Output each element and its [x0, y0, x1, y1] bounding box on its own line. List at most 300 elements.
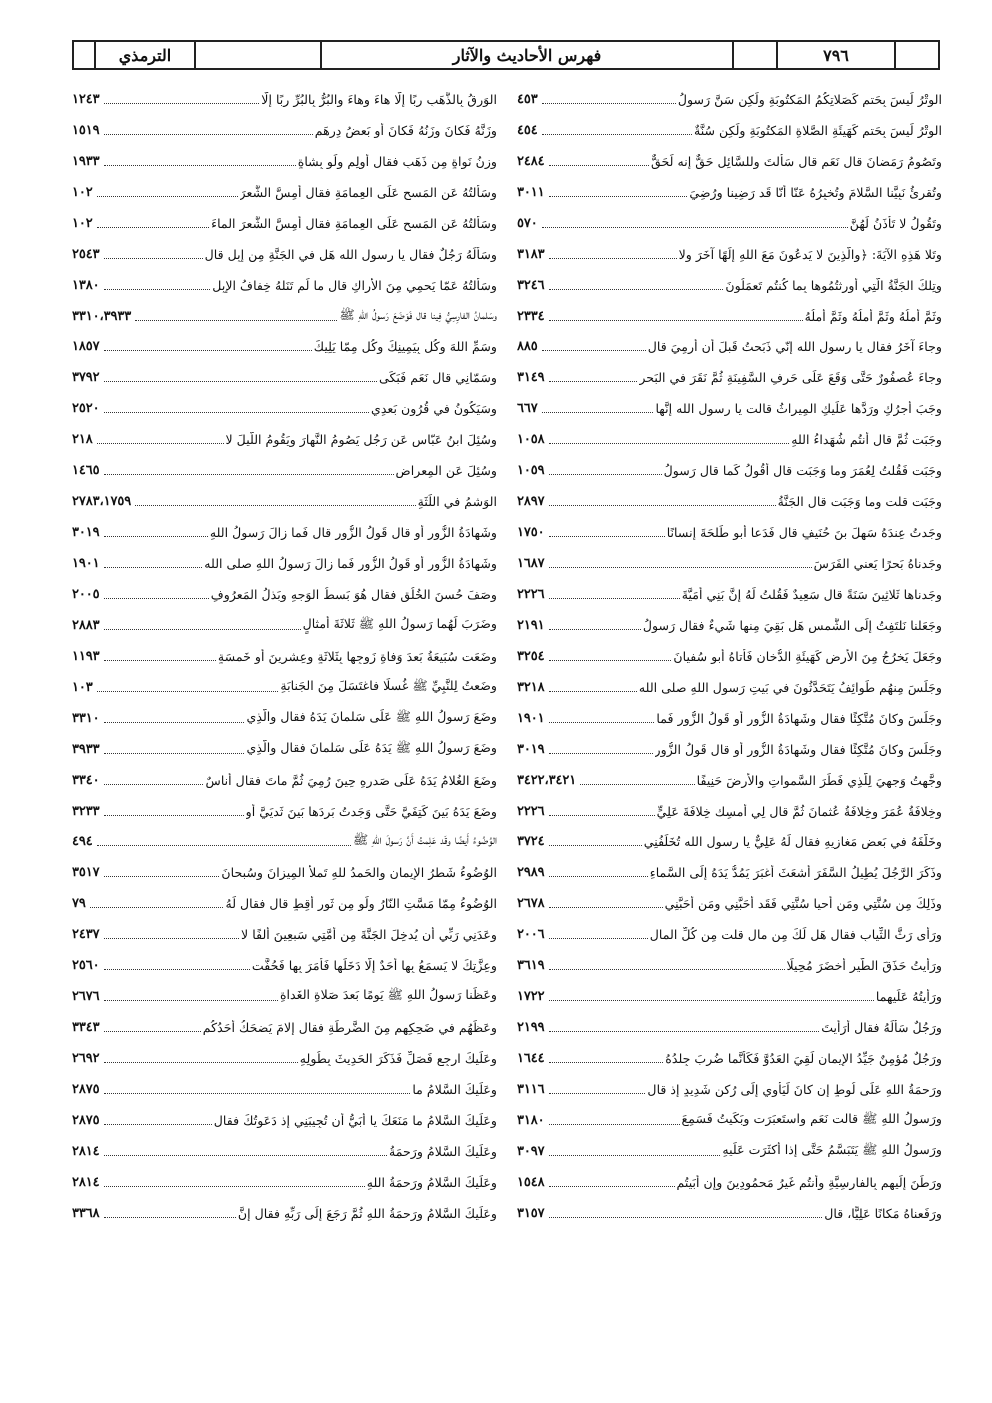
index-entry [517, 146, 942, 177]
hadith-number: ٢٤٣٧ [72, 927, 100, 943]
hadith-number: ٣١٤٩ [517, 370, 545, 386]
hadith-text: وجَبَت قلت وما وَجَبَت قال الجَنَّةُ [777, 494, 942, 510]
hadith-text: وجَعَلنا نَلتَفِتُ إلَى الشَّمسِ هَل بَقِيَ مِنها شَيءٌ فقال رَسولُ [642, 617, 942, 633]
index-entry [72, 301, 497, 332]
dot-leader [549, 320, 803, 321]
hadith-text: وشَهادَةُ الزُّورِ أَو قَولُ الزُّورِ فَما زالَ رَسولُ اللهِ صلى الله [204, 556, 497, 572]
dot-leader [542, 412, 654, 413]
hadith-text: وعَلَيكَ السَّلامُ ما [412, 1081, 497, 1097]
hadith-text: الوَرِقُ بِالذَّهَبِ رِبًا إلّا هاءَ وهاءَ والبُرُّ بِالبُرِّ رِبًا إلّا [261, 91, 497, 107]
hadith-text: وعَدَنِي رَبِّي أَن يُدخِلَ الجَنَّةَ مِن أُمَّتِي سَبعِينَ أَلفًا لا [241, 927, 497, 943]
dot-leader [549, 1000, 874, 1001]
hadith-number: ٣٣٤٠ [72, 772, 100, 788]
hadith-text: وجَلَسَ مِنهُم طَوائِفُ يَتَحَدَّثُونَ في بَيتِ رَسولِ اللهِ صلى الله [638, 679, 942, 695]
hadith-text: وجَلَسَ وكانَ مُتَّكِئًا فقال وشَهادَةُ الزُّورِ أَو قال قَولُ الزُّورِ [654, 741, 942, 757]
hadith-text: وجَّهتُ وَجهِيَ لِلَّذِي فَطَرَ السَّمواتِ والأَرضَ حَنِيفًا [696, 772, 942, 788]
dot-leader [549, 289, 724, 290]
index-entry [517, 950, 942, 981]
hadith-text: وتَصُومُ رَمَضانَ قال نَعَم قال سَأَلتَ وللسَّائِلِ حَقٌّ إنه لَحَقٌّ [651, 153, 942, 169]
hadith-number: ٢٩٨٩ [517, 865, 545, 881]
hadith-number: ٢١٨ [72, 432, 93, 448]
hadith-number: ٣٢٥٤ [517, 648, 545, 664]
index-entry [517, 796, 942, 827]
dot-leader [549, 381, 638, 382]
hadith-text: وجَدتُ عِندَهُ سَهلَ بنَ حُنَيفٍ قال فَدَعا أَبو طَلحَةَ إنسانًا [666, 525, 942, 541]
hadith-number: ١٦٤٤ [517, 1051, 545, 1067]
index-entry [72, 1136, 497, 1167]
dot-leader [549, 629, 641, 630]
hadith-text: الوُضُوءُ مِمّا مَسَّتِ النّارُ ولَو مِن ثَورِ أَقِطٍ قال فقال لَهُ [225, 896, 497, 912]
header-spacer [894, 42, 938, 68]
dot-leader [104, 1155, 387, 1156]
hadith-number: ١٥٤٨ [517, 1174, 545, 1190]
index-entry [72, 115, 497, 146]
dot-leader [104, 660, 216, 661]
dot-leader [104, 1031, 201, 1032]
hadith-text: وسُئِلَ ابنُ عَبّاسٍ عَن رَجُلٍ يَصُومُ النَّهارَ ويَقُومُ اللَّيلَ لا [225, 432, 497, 448]
hadith-number: ١٠٥٩ [517, 463, 545, 479]
hadith-number: ١٩٠١ [72, 556, 100, 572]
hadith-number: ٢٦٩٢ [72, 1051, 100, 1067]
hadith-text: وجَبَت فَقُلتُ لِعُمَرَ وما وَجَبَت قال أَقُولُ كَما قال رَسولُ [663, 463, 942, 479]
hadith-number: ٣٠١٩ [72, 525, 100, 541]
hadith-number: ٨٨٥ [517, 339, 538, 355]
index-entry [72, 1074, 497, 1105]
hadith-text: وضَعَ يَدَهُ بَينَ كَتِفَيَّ حَتَّى وَجَدتُ بَردَها بَينَ ثَديَيَّ أَو [245, 803, 497, 819]
hadith-number: ٢٣٣٤ [517, 308, 545, 324]
hadith-number: ٢٦٧٦ [72, 989, 100, 1005]
hadith-text: وسَأَلتُهُ عَنِ المَسحِ عَلَى العِمامَةِ فقال أَمِسَّ الشَّعرَ الماءَ [211, 215, 497, 231]
hadith-number: ١٤٦٥ [72, 463, 100, 479]
index-entry [517, 857, 942, 888]
hadith-text: وضَرَبَ لَهُما رَسولُ اللهِ ﷺ ثَلاثَةَ أَمثالٍ [302, 615, 497, 631]
hadith-number: ٢٨٨٣ [72, 617, 100, 633]
hadith-text: وسَيَكُونُ في قُرُونٍ بَعدِي [370, 401, 497, 417]
index-entry [72, 919, 497, 950]
dot-leader [104, 629, 301, 630]
hadith-text: وزنُ نَواةٍ مِن ذَهَبٍ فقال أَولِم ولَو بِشاةٍ [297, 153, 497, 169]
hadith-text: وجاءَ عُصفُورٌ حَتَّى وَقَعَ عَلَى حَرفِ السَّفِينَةِ ثُمَّ نَقَرَ في البَحرِ [639, 370, 942, 386]
dot-leader [549, 443, 790, 444]
dot-leader [104, 567, 203, 568]
index-entry [517, 332, 942, 363]
hadith-number: ٣٩٣٣ [72, 741, 100, 757]
dot-leader [549, 474, 662, 475]
hadith-text: وسَأَلتُهُ عَنِ المَسحِ عَلَى العِمامَةِ فقال أَمِسَّ الشَّعرَ [239, 184, 497, 200]
dot-leader [104, 412, 369, 413]
index-entry [72, 332, 497, 363]
hadith-text: الوُضُوءُ أَيضًا وقَد عَلِمتُ أَنَّ رَسولَ اللهِ ﷺ [352, 832, 497, 848]
dot-leader [104, 1062, 298, 1063]
dot-leader [104, 969, 250, 970]
index-entry [72, 888, 497, 919]
dot-leader [135, 320, 337, 321]
hadith-text: وعِزَّتِكَ لا يَسمَعُ بِها أَحَدٌ إلّا دَخَلَها فَأَمَرَ بِها فَحُفَّت [251, 958, 497, 974]
page [72, 40, 942, 1290]
index-entry [72, 734, 497, 765]
index-entry [72, 579, 497, 610]
dot-leader [549, 660, 672, 661]
index-entry [517, 177, 942, 208]
hadith-number: ٣٦١٩ [517, 958, 545, 974]
dot-leader [97, 196, 238, 197]
index-entry [72, 455, 497, 486]
dot-leader [549, 1186, 675, 1187]
dot-leader [104, 474, 394, 475]
dot-leader [104, 1000, 278, 1001]
dot-leader [549, 876, 648, 877]
dot-leader [104, 258, 203, 259]
hadith-text: وسَمّانِي قال نَعَم فَبَكَى [378, 370, 497, 386]
dot-leader [549, 938, 648, 939]
index-entry [72, 1105, 497, 1136]
dot-leader [549, 1062, 664, 1063]
hadith-text: الوِتْرُ لَيسَ بِحَتمٍ كَهَيئَةِ الصَّلاةِ المَكتُوبَةِ ولَكِن سُنَّةٌ [693, 122, 942, 138]
index-entry [517, 486, 942, 517]
left-column [72, 84, 497, 1229]
index-entry [72, 486, 497, 517]
index-entry [72, 393, 497, 424]
hadith-text: وذَكَرَ الرَّجُلَ يُطِيلُ السَّفَرَ أَشعَثَ أَغبَرَ يَمُدُّ يَدَهُ إلَى السَّماءِ [649, 865, 942, 881]
hadith-number: ٣٣١٠ [72, 710, 100, 726]
hadith-number: ٣١٥٧ [517, 1205, 545, 1221]
dot-leader [549, 505, 776, 506]
hadith-number: ٢٨١٤ [72, 1143, 100, 1159]
hadith-text: وجَعَلَ يَخرُجُ مِنَ الأَرضِ كَهَيئَةِ الدُّخانِ فَأَتاهُ أَبو سُفيانَ [673, 648, 942, 664]
hadith-text: وسَلمانُ الفارِسِيُّ فِينا قال فَوَضَعَ رَسولُ اللهِ ﷺ [339, 306, 497, 322]
index-entry [72, 672, 497, 703]
dot-leader [104, 1124, 212, 1125]
hadith-text: وضَعَ رَسولُ اللهِ ﷺ عَلَى سَلمانَ يَدَهُ فقال والَّذِي [246, 708, 497, 724]
index-entry [72, 517, 497, 548]
dot-leader [104, 938, 240, 939]
hadith-text: الوِتْرُ لَيسَ بِحَتمٍ كَصَلاتِكُمُ المَكتُوبَةِ ولَكِن سَنَّ رَسولُ [677, 91, 942, 107]
hadith-number: ١٣٨٠ [72, 277, 100, 293]
hadith-number: ١٢٤٣ [72, 91, 100, 107]
hadith-number: ١٠٢ [72, 215, 93, 231]
index-entry [517, 579, 942, 610]
index-entry [517, 208, 942, 239]
index-entry [517, 734, 942, 765]
hadith-text: وعَظَهُم في ضَحِكِهِم مِنَ الضَّرطَةِ فقال إلامَ يَضحَكُ أَحَدُكُم [202, 1020, 497, 1036]
hadith-text: وخَلَّفَهُ في بَعضِ مَغازِيهِ فقال لَهُ عَلِيٌّ يا رسول الله تُخَلِّفُنِي [643, 834, 942, 850]
index-entry [517, 1198, 942, 1229]
hadith-number: ٢٤٨٤ [517, 153, 545, 169]
hadith-number: ٣٣٤٣ [72, 1020, 100, 1036]
hadith-number: ٣٠٩٧ [517, 1143, 545, 1159]
page-number: ٧٩٦ [776, 42, 894, 68]
dot-leader [90, 907, 224, 908]
hadith-number: ٣٢٤٦ [517, 277, 545, 293]
header-spacer [194, 42, 320, 68]
hadith-number: ٣٠١٩ [517, 741, 545, 757]
hadith-text: وجَبَ أَجرُكِ ورَدَّها عَلَيكِ المِيراثُ قالت يا رسول الله إنَّها [655, 401, 942, 417]
index-entry [72, 548, 497, 579]
dot-leader [104, 536, 208, 537]
hadith-number: ٣٠١١ [517, 184, 545, 200]
hadith-number: ٣١٨٠ [517, 1112, 545, 1128]
hadith-text: وزَنَّهُ فَكانَ وزَنُهُ فَكانَ أَو بَعضُ دِرهَمٍ [314, 122, 497, 138]
hadith-text: وتَلا هَذِهِ الآيَةَ: ﴿والَّذِينَ لا يَدعُونَ مَعَ اللهِ إلَهًا آخَرَ ولا [678, 246, 942, 262]
page-header [72, 40, 940, 70]
index-entry [72, 1012, 497, 1043]
index-entry [72, 239, 497, 270]
dot-leader [97, 691, 279, 692]
index-entry [72, 641, 497, 672]
index-entry [72, 362, 497, 393]
index-entry [517, 270, 942, 301]
hadith-number: ٢٨٧٥ [72, 1112, 100, 1128]
dot-leader [104, 103, 260, 104]
dot-leader [542, 134, 692, 135]
dot-leader [580, 784, 694, 785]
dot-leader [549, 567, 812, 568]
dot-leader [104, 722, 245, 723]
index-entry [72, 827, 497, 858]
hadith-number: ١٠٣ [72, 679, 93, 695]
hadith-text: الوُضُوءُ شَطرُ الإيمانِ والحَمدُ للهِ تَملأُ المِيزانَ وسُبحانَ [221, 865, 497, 881]
dot-leader [549, 845, 642, 846]
hadith-number: ٣١١٦ [517, 1081, 545, 1097]
hadith-text: وسَأَلَهُ رَجُلٌ فقال يا رسول الله هَل في الجَنَّةِ مِن إبِلٍ قال [204, 246, 497, 262]
hadith-text: ورَأَيتُهُ عَلَيهِما [875, 989, 942, 1005]
hadith-number: ٤٩٤ [72, 834, 93, 850]
hadith-number: ٣٥١٧ [72, 865, 100, 881]
hadith-text: وضَعَ الغُلامُ يَدَهُ عَلَى صَدرِهِ حِينَ رُمِيَ ثُمَّ ماتَ فقال أُناسٌ [205, 772, 497, 788]
dot-leader [549, 1217, 823, 1218]
dot-leader [104, 1186, 365, 1187]
hadith-number: ٢٥٦٠ [72, 958, 100, 974]
hadith-text: وجَدناهُ بَحرًا يَعني الفَرَسَ [813, 556, 942, 572]
index-entry [517, 239, 942, 270]
hadith-number: ١٧٥٠ [517, 525, 545, 541]
hadith-number: ٢٥٢٠ [72, 401, 100, 417]
index-entry [72, 857, 497, 888]
hadith-number: ٢٧٨٣،١٧٥٩ [72, 494, 132, 510]
index-entry [72, 1198, 497, 1229]
hadith-number: ١٠٢ [72, 184, 93, 200]
hadith-text: وجَدناها ثَلاثِينَ سَنَةً قال سَعِيدٌ فَقُلتُ لَهُ إنَّ بَنِي أُمَيَّةَ [681, 586, 942, 602]
hadith-text: وسَأَلتُهُ عَمّا يَحمِي مِنَ الأَراكِ قال ما لَم تَنَلهُ خِفافُ الإبِلِ [212, 277, 497, 293]
dot-leader [549, 1031, 820, 1032]
hadith-number: ٢٢٢٦ [517, 586, 545, 602]
hadith-text: وعَلَيكَ السَّلامُ ورَحمَةُ [388, 1143, 497, 1159]
index-entry [517, 1167, 942, 1198]
dot-leader [104, 289, 211, 290]
hadith-text: وثَمَّ أَملُهُ وثَمَّ أَملُهُ وثَمَّ أَملُهُ [804, 308, 942, 324]
dot-leader [104, 381, 377, 382]
hadith-number: ٢١٩١ [517, 617, 545, 633]
dot-leader [549, 1155, 721, 1156]
dot-leader [549, 815, 655, 816]
hadith-text: وسَمِّ اللهَ وكُل بِيَمِينِكَ وكُل مِمّا يَلِيكَ [313, 339, 497, 355]
index-entry [517, 548, 942, 579]
dot-leader [549, 753, 653, 754]
dot-leader [104, 815, 244, 816]
hadith-number: ٣٢٣٣ [72, 803, 100, 819]
index-entry [72, 424, 497, 455]
index-entry [517, 827, 942, 858]
hadith-number: ١٨٥٧ [72, 339, 100, 355]
index-entry [72, 270, 497, 301]
dot-leader [104, 165, 296, 166]
hadith-text: ورَأَى رَثَّ الثِّيابِ فقال هَل لَكَ مِن مالٍ قلت مِن كُلِّ المالِ [649, 927, 942, 943]
hadith-text: وتُقرِئُ نَبِيَّنا السَّلامَ وتُخبِرُهُ عَنّا أَنّا قَد رَضِينا ورُضِيَ [689, 184, 942, 200]
hadith-number: ٤٥٣ [517, 91, 538, 107]
hadith-number: ٢٨٩٧ [517, 494, 545, 510]
index-entry [517, 703, 942, 734]
dot-leader [97, 443, 224, 444]
hadith-number: ١٩٠١ [517, 710, 545, 726]
index-entry [72, 146, 497, 177]
index-entry [72, 765, 497, 796]
hadith-text: وجاءَ آخَرُ فقال يا رسول الله إنّي ذَبَحتُ قَبلَ أَن أَرمِيَ قال [647, 339, 942, 355]
hadith-number: ٣٣١٠،٣٩٣٣ [72, 308, 132, 324]
index-entry [517, 424, 942, 455]
hadith-text: وخِلافَةُ عُمَرَ وخِلافَةُ عُثمانَ ثُمَّ قال لِي أَمسِك خِلافَةَ عَلِيٍّ [656, 803, 942, 819]
index-entry [72, 703, 497, 734]
dot-leader [97, 227, 210, 228]
hadith-text: وذَلِكَ مِن سُنَّتِي ومَن أَحيا سُنَّتِي فَقَد أَحَبَّنِي ومَن أَحَبَّنِي [664, 896, 942, 912]
hadith-text: وضَعَت سُبَيعَةُ بَعدَ وَفاةِ زَوجِها بِثَلاثَةٍ وعِشرِينَ أَو خَمسَةٍ [217, 648, 497, 664]
hadith-text: ورَجُلٌ مُؤمِنٌ جَيِّدُ الإيمانِ لَقِيَ العَدُوَّ فَكَأَنَّما ضُرِبَ جِلدُهُ [665, 1051, 942, 1067]
dot-leader [549, 196, 688, 197]
index-entry [72, 1043, 497, 1074]
index-entry [517, 115, 942, 146]
dot-leader [549, 536, 665, 537]
index-entry [72, 610, 497, 641]
hadith-number: ١٠٥٨ [517, 432, 545, 448]
dot-leader [135, 505, 416, 506]
hadith-text: وتِلكَ الجَنَّةُ الَّتِي أُورِثتُمُوها بِما كُنتُم تَعمَلُونَ [725, 277, 942, 293]
hadith-text: وضَعتُ لِلنَّبِيِّ ﷺ غُسلًا فاغتَسَلَ مِنَ الجَنابَةِ [280, 677, 497, 693]
index-entry [517, 919, 942, 950]
header-spacer [732, 42, 776, 68]
hadith-number: ٢٦٧٨ [517, 896, 545, 912]
dot-leader [549, 1124, 680, 1125]
hadith-text: وعَلَيكَ السَّلامُ ورَحمَةُ اللهِ ثُمَّ رَجَعَ إلَى رَبِّهِ فقال إنَّ [237, 1205, 497, 1221]
index-entry [517, 1074, 942, 1105]
index-entry [517, 84, 942, 115]
header-spacer [74, 42, 94, 68]
hadith-number: ٥٧٠ [517, 215, 538, 231]
dot-leader [104, 598, 209, 599]
dot-leader [104, 876, 220, 877]
hadith-number: ٢٨٧٥ [72, 1081, 100, 1097]
right-column [517, 84, 942, 1229]
dot-leader [549, 969, 785, 970]
index-entry [517, 610, 942, 641]
hadith-number: ٣٣٦٨ [72, 1205, 100, 1221]
index-entry [517, 517, 942, 548]
hadith-text: ورَفَعناهُ مَكانًا عَلِيًّا، قال [824, 1205, 942, 1221]
hadith-text: وعَلَيكَ السَّلامُ ورَحمَةُ اللهِ [366, 1174, 497, 1190]
index-entry [72, 208, 497, 239]
hadith-text: وعَظَنا رَسولُ اللهِ ﷺ يَومًا بَعدَ صَلاةِ الغَداةِ [279, 987, 497, 1003]
hadith-text: ورَأَيتُ حَذَقَ الطَّيرِ أَخضَرَ مُحِيلًا [786, 958, 942, 974]
index-entry [72, 84, 497, 115]
hadith-number: ٢٨١٤ [72, 1174, 100, 1190]
hadith-number: ١٧٢٢ [517, 989, 545, 1005]
dot-leader [97, 845, 351, 846]
hadith-number: ٧٩ [72, 896, 86, 912]
hadith-text: وجَبَت ثُمَّ قال أَنتُم شُهَداءُ اللهِ [791, 432, 942, 448]
hadith-text: ورَحمَةُ اللهِ عَلَى لُوطٍ إن كانَ لَيَأوِي إلَى رُكنٍ شَدِيدٍ إذ قال [647, 1081, 942, 1097]
hadith-text: ورَطَنَ إلَيهِم بِالفارِسِيَّةِ وأَنتُم غَيرُ مَحمُودِينَ وإن أَبَيتُم [676, 1174, 942, 1190]
hadith-text: ورَجُلٌ سَأَلَهُ فقال أَرَأَيتَ [821, 1020, 942, 1036]
index-entry [517, 1136, 942, 1167]
hadith-number: ٢٢٢٦ [517, 803, 545, 819]
dot-leader [542, 227, 848, 228]
index-entry [517, 301, 942, 332]
hadith-number: ٣٤٢٢،٣٤٢١ [517, 772, 577, 788]
index-entry [517, 362, 942, 393]
hadith-text: وتَقُولُ لا تَأذَنُ لَهُنَّ [849, 215, 942, 231]
index-entry [72, 177, 497, 208]
hadith-number: ٣٧٢٤ [517, 834, 545, 850]
hadith-text: وجَلَسَ وكانَ مُتَّكِئًا فقال وشَهادَةُ الزُّورِ أَو قَولُ الزُّورِ فَما [656, 710, 942, 726]
dot-leader [104, 134, 313, 135]
index-title: فهرس الأحاديث والآثار [320, 42, 732, 68]
hadith-text: وشَهادَةُ الزُّورِ أَو قال قَولُ الزُّورِ قال فَما زالَ رَسولُ اللهِ [209, 525, 497, 541]
hadith-number: ٣٢١٨ [517, 679, 545, 695]
index-entry [72, 950, 497, 981]
dot-leader [104, 753, 245, 754]
dot-leader [549, 258, 677, 259]
dot-leader [542, 103, 676, 104]
index-entry [72, 796, 497, 827]
index-entry [517, 888, 942, 919]
dot-leader [549, 691, 637, 692]
hadith-text: ورَسولُ اللهِ ﷺ قالت نَعَم واستَعبَرَت وبَكَيتُ فَسَمِعَ [681, 1110, 942, 1126]
index-entry [72, 1167, 497, 1198]
dot-leader [549, 598, 680, 599]
dot-leader [549, 165, 650, 166]
index-entry [517, 981, 942, 1012]
hadith-number: ١٦٨٧ [517, 556, 545, 572]
dot-leader [104, 784, 204, 785]
hadith-text: الوَشمُ في اللِّثَةِ [417, 494, 497, 510]
dot-leader [549, 1093, 646, 1094]
index-entry [72, 981, 497, 1012]
index-entry [517, 641, 942, 672]
hadith-number: ٦٦٧ [517, 401, 538, 417]
hadith-number: ٢١٩٩ [517, 1020, 545, 1036]
hadith-text: وعَلَيكَ ارجِع فَصَلِّ فَذَكَرَ الحَدِيثَ بِطُولِهِ [299, 1051, 497, 1067]
hadith-text: وسُئِلَ عَنِ المِعراضِ [395, 463, 497, 479]
dot-leader [104, 350, 312, 351]
hadith-text: وعَلَيكَ السَّلامُ ما مَنَعَكَ يا أُبَيُّ أَن تُجِيبَنِي إذ دَعَوتُكَ فقال [213, 1112, 497, 1128]
hadith-text: ورَسولُ اللهِ ﷺ يَتَبَسَّمُ حَتَّى إذا أَكثَرَت عَلَيهِ [722, 1141, 942, 1157]
book-name: الترمذي [94, 42, 194, 68]
hadith-number: ٢٥٤٣ [72, 246, 100, 262]
dot-leader [104, 1093, 411, 1094]
hadith-number: ١٩٣٣ [72, 153, 100, 169]
index-entry [517, 393, 942, 424]
hadith-text: وصَفَ حُسنَ الخُلُقِ فقال هُوَ بَسطُ الوَجهِ وبَذلُ المَعرُوفِ [210, 586, 497, 602]
hadith-number: ٤٥٤ [517, 122, 538, 138]
hadith-number: ٣٧٩٢ [72, 370, 100, 386]
hadith-number: ١١٩٣ [72, 648, 100, 664]
dot-leader [549, 722, 655, 723]
hadith-text: وضَعَ رَسولُ اللهِ ﷺ يَدَهُ عَلَى سَلمانَ فقال والَّذِي [246, 739, 497, 755]
dot-leader [104, 1217, 236, 1218]
dot-leader [542, 350, 646, 351]
index-entry [517, 455, 942, 486]
hadith-number: ٢٠٠٥ [72, 586, 100, 602]
hadith-number: ٣١٨٣ [517, 246, 545, 262]
index-entry [517, 765, 942, 796]
